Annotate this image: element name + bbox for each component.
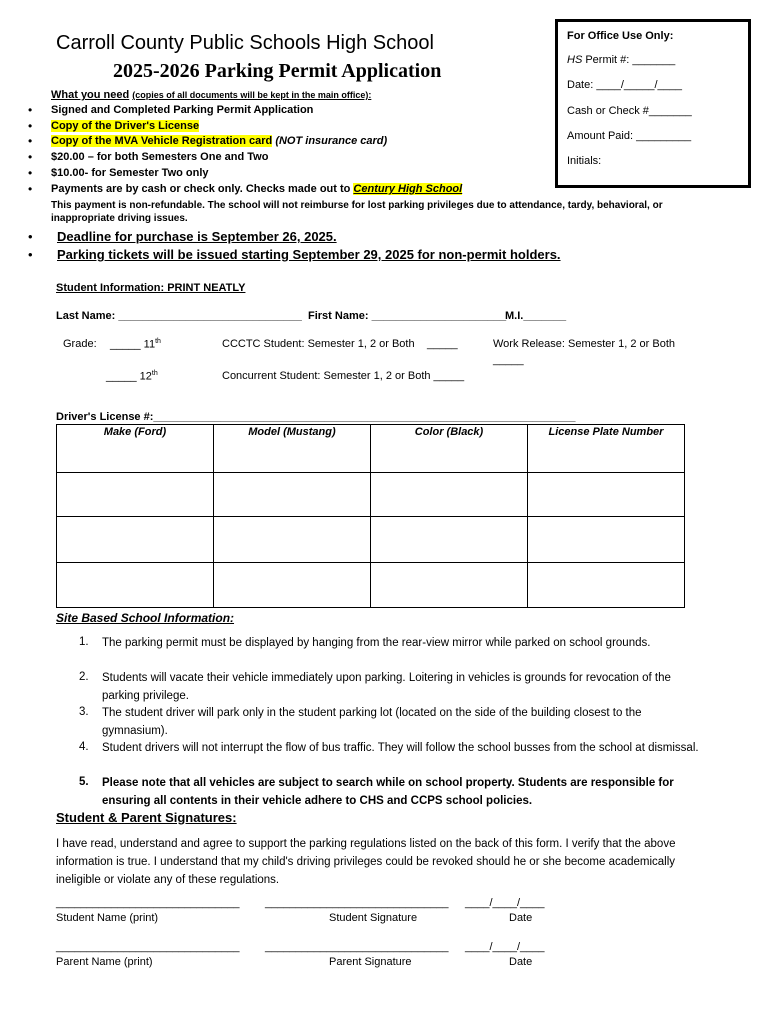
hs-permit-field[interactable]	[567, 54, 675, 66]
req-item-5: $10.00- for Semester Two only	[51, 167, 209, 179]
col-plate: License Plate Number	[527, 425, 684, 473]
parent-name-line[interactable]: ______________________________	[56, 941, 240, 953]
work-release-label: Work Release: Semester 1, 2 or Both	[493, 338, 675, 350]
table-cell[interactable]	[213, 473, 370, 517]
table-cell[interactable]	[371, 517, 528, 563]
concurrent-field[interactable]: Concurrent Student: Semester 1, 2 or Both _____	[222, 370, 465, 382]
req-item-1: Signed and Completed Parking Permit Application	[51, 104, 314, 116]
amount-paid-field[interactable]: Amount Paid: _________	[567, 130, 692, 142]
bullet-icon: •	[28, 247, 33, 262]
parent-signature-line[interactable]: ______________________________	[265, 941, 449, 953]
deadline-notice: Deadline for purchase is September 26, 2025.	[57, 229, 337, 244]
office-date-field[interactable]: Date: ____/_____/____	[567, 79, 682, 91]
refund-note: This payment is non-refundable. The school will not reimburse for lost parking privileges due to attendance, tardy, behavioral, or inappropriate driving issues.	[51, 200, 663, 224]
rule-number: 1.	[79, 636, 89, 648]
rule-text: The parking permit must be displayed by hanging from the rear-view mirror while parked on school grounds.	[102, 637, 651, 649]
rule-number: 2.	[79, 671, 89, 683]
work-release-field[interactable]: _____	[493, 354, 524, 366]
first-name-field[interactable]: First Name: ______________________	[308, 310, 507, 322]
table-cell[interactable]	[371, 563, 528, 608]
col-model: Model (Mustang)	[213, 425, 370, 473]
initials-field[interactable]: Initials:	[567, 155, 602, 167]
form-title: 2025-2026 Parking Permit Application	[113, 60, 442, 82]
rule-number: 5.	[79, 776, 89, 788]
last-name-field[interactable]: Last Name: ______________________________	[56, 310, 302, 322]
office-box-title: For Office Use Only:	[567, 30, 674, 42]
grade-11-option[interactable]: _____ 11th	[110, 338, 161, 351]
bullet-icon: •	[28, 166, 33, 180]
student-info-heading: Student Information: PRINT NEATLY	[56, 282, 246, 294]
ccctc-field[interactable]: _____	[427, 338, 458, 350]
office-use-box	[555, 19, 751, 188]
rule-number: 4.	[79, 741, 89, 753]
bullet-icon: •	[28, 182, 33, 196]
req-item-6: Payments are by cash or check only. Checks made out to Century High School	[51, 183, 463, 195]
student-name-line[interactable]: ______________________________	[56, 897, 240, 909]
student-date-label: Date	[509, 912, 533, 924]
table-cell[interactable]	[527, 517, 684, 563]
parent-signature-label: Parent Signature	[329, 956, 412, 968]
req-item-2: Copy of the Driver's License	[51, 120, 200, 132]
student-signature-label: Student Signature	[329, 912, 418, 924]
table-row	[57, 473, 685, 517]
drivers-license-field[interactable]: Driver's License #:_____________________________________________________________________	[56, 411, 576, 423]
school-name: Carroll County Public Schools High School	[56, 32, 434, 54]
table-cell[interactable]	[57, 563, 214, 608]
mi-field[interactable]: M.I._______	[505, 310, 567, 322]
col-make: Make (Ford)	[57, 425, 214, 473]
table-row	[57, 563, 685, 608]
req-item-4: $20.00 – for both Semesters One and Two	[51, 151, 269, 163]
table-cell[interactable]	[371, 473, 528, 517]
req-item-3: Copy of the MVA Vehicle Registration card (NOT insurance card)	[51, 135, 388, 147]
tickets-notice: Parking tickets will be issued starting September 29, 2025 for non-permit holders.	[57, 247, 561, 262]
agreement-text: I have read, understand and agree to support the parking regulations listed on the back of this form. I verify that the above information is true. I understand that my child's driving privileges could be revoked should he or she become academically ineligible or violate any of these regulations.	[56, 838, 676, 886]
table-cell[interactable]	[57, 517, 214, 563]
bullet-icon: •	[28, 119, 33, 133]
bullet-icon: •	[28, 150, 33, 164]
parent-name-label: Parent Name (print)	[56, 956, 153, 968]
student-name-label: Student Name (print)	[56, 912, 159, 924]
bullet-icon: •	[28, 134, 33, 148]
ccctc-label: CCCTC Student: Semester 1, 2 or Both	[222, 338, 415, 350]
bullet-icon: •	[28, 229, 33, 244]
col-color: Color (Black)	[371, 425, 528, 473]
table-cell[interactable]	[57, 473, 214, 517]
table-header-row	[57, 425, 685, 473]
table-cell[interactable]	[527, 473, 684, 517]
student-signature-line[interactable]: ______________________________	[265, 897, 449, 909]
site-rules-heading: Site Based School Information:	[56, 611, 235, 625]
table-row	[57, 517, 685, 563]
requirements-heading: What you need (copies of all documents will be kept in the main office):	[51, 89, 372, 101]
hs-label: HS	[567, 54, 583, 66]
hs-permit-rest: Permit #: _______	[582, 54, 676, 66]
table-cell[interactable]	[213, 563, 370, 608]
bullet-icon: •	[28, 103, 33, 117]
rule-text: Please note that all vehicles are subject to search while on school property. Students are responsible for ensuring all contents in their vehicle adhere to CHS and CCPS school policies.	[102, 777, 674, 807]
rule-text: Student drivers will not interrupt the flow of bus traffic. They will follow the school busses from the school at dismissal.	[102, 742, 699, 754]
parent-date-label: Date	[509, 956, 533, 968]
table-cell[interactable]	[213, 517, 370, 563]
grade-12-option[interactable]: _____ 12th	[106, 370, 158, 383]
parent-date-line[interactable]: ____/____/____	[465, 941, 545, 953]
student-date-line[interactable]: ____/____/____	[465, 897, 545, 909]
rule-text: The student driver will park only in the student parking lot (located on the side of the building closest to the gymnasium).	[102, 707, 642, 737]
cash-check-field[interactable]: Cash or Check #_______	[567, 105, 692, 117]
vehicle-table	[56, 424, 685, 608]
signatures-heading: Student & Parent Signatures:	[56, 810, 237, 825]
table-cell[interactable]	[527, 563, 684, 608]
rule-text: Students will vacate their vehicle immediately upon parking. Loitering in vehicles is grounds for revocation of the parking privilege.	[102, 672, 671, 702]
grade-label: Grade:	[63, 338, 97, 350]
rule-number: 3.	[79, 706, 89, 718]
